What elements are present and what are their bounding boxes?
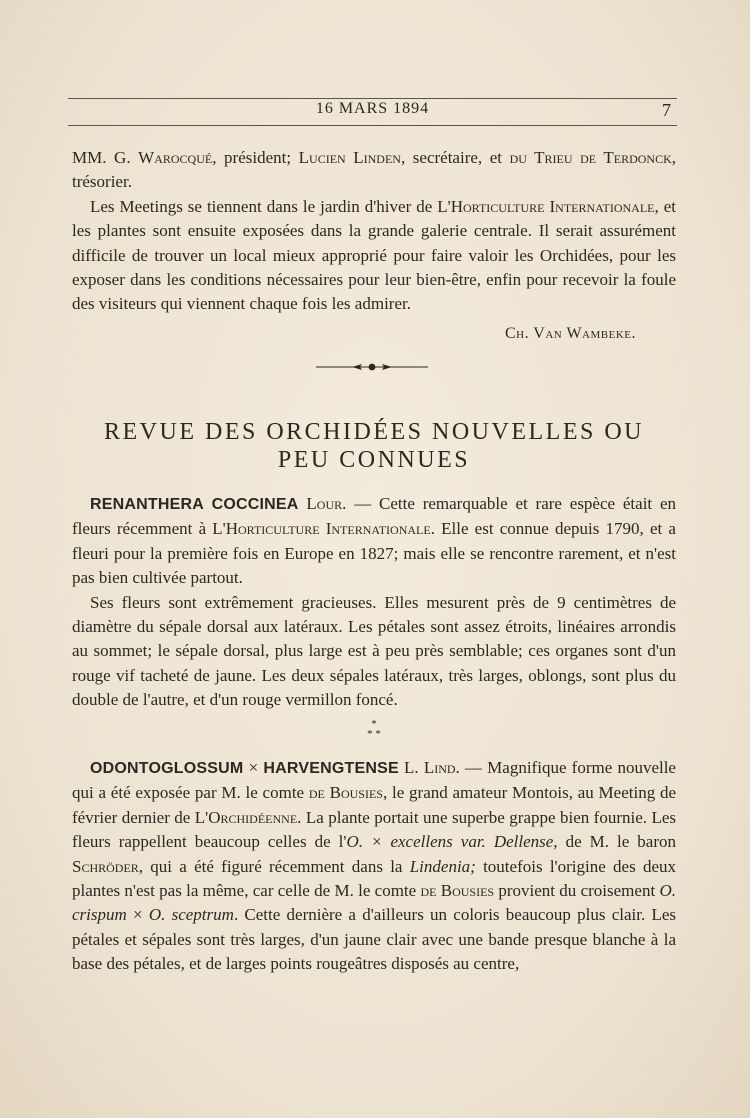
- text-run: , le grand amateur Montois, au Meeting de février dernier de: [72, 783, 677, 827]
- header-rule-bottom: [68, 125, 677, 126]
- person-name: Lucien Linden: [298, 148, 401, 167]
- hybrid-cross-sign: ×: [126, 905, 149, 925]
- hybrid-cross-sign: ×: [243, 758, 264, 777]
- italic-name: Lindenia;: [409, 856, 476, 876]
- entry-odontoglossum: [72, 756, 676, 977]
- intro-paragraph-2: [72, 195, 676, 317]
- person-name: Schröder: [72, 856, 139, 876]
- ornament-divider: [316, 360, 428, 374]
- text-run: — Magnifique forme nouvelle qui a été exposée par M. le comte: [72, 758, 676, 803]
- page-number: 7: [662, 100, 671, 120]
- intro-text: [72, 146, 676, 317]
- signature: Ch. Van Wambeke.: [504, 325, 636, 342]
- text-run: — Cette remarquable et rare espèce était en fleurs récemment à: [72, 494, 676, 539]
- species-author: L. Lind.: [404, 758, 460, 777]
- header-date: 16 MARS 1894: [315, 100, 430, 117]
- text-run: , et les plantes sont ensuite exposées dans la grande galerie centrale. Il serait assurément difficile de trouver un local mieux approprié pour faire valoir les Orchidées, pour les exposer dans les conditions nécessaires pour leur bien-être, enfin pour recevoir la foule des visiteurs qui viennent chaque fois les admirer.: [72, 196, 676, 314]
- section-title-line-1: REVUE DES ORCHIDÉES NOUVELLES OU: [104, 419, 644, 445]
- italic-name: O. crispum: [72, 881, 676, 925]
- person-name: Warocqué: [138, 148, 213, 167]
- italic-name: O. × excellens var. Dellense,: [346, 832, 558, 852]
- text-run: . Elle est connue depuis 1790, et a fleuri pour la première fois en Europe en 1827; mais elle se rencontre rarement, et n'est pas bien cultivée partout.: [72, 519, 676, 588]
- species-author: Lour.: [306, 494, 347, 513]
- text-run: toutefois l'origine des deux plantes n'est pas la même, car celle de M. le comte: [72, 856, 676, 901]
- intro-paragraph-1: [72, 146, 676, 195]
- entry1-paragraph-1: [72, 492, 676, 591]
- text-run: , président;: [212, 148, 299, 167]
- person-name: de Bousies: [420, 881, 495, 901]
- organization-name: L'Horticulture Internationale: [437, 196, 655, 216]
- text-run: , secrétaire, et: [400, 148, 510, 167]
- text-run: provient du croisement: [494, 881, 660, 901]
- asterism-divider: * * *: [367, 718, 381, 740]
- header-rule-top: [68, 98, 677, 99]
- text-run: . La plante portait une superbe grappe bien fournie. Les fleurs rappellent beaucoup celles de l': [72, 807, 676, 852]
- text-run: , qui a été figuré récemment dans la: [138, 856, 410, 876]
- section-title: [72, 418, 676, 474]
- text-run: , trésorier.: [72, 148, 676, 192]
- species-name: ODONTOGLOSSUM: [90, 760, 244, 777]
- text-run: Les Meetings se tiennent dans le jardin d'hiver de: [90, 196, 438, 216]
- text-run: de M. le baron: [557, 832, 677, 852]
- italic-name: O. sceptrum: [148, 905, 234, 925]
- section-title-line-2: PEU CONNUES: [277, 447, 471, 473]
- entry-renanthera: [72, 492, 676, 713]
- organization-name: L'Horticulture Internationale: [212, 519, 431, 539]
- organization-name: L'Orchidéenne: [194, 807, 298, 827]
- text-run: . Cette dernière a d'ailleurs un coloris beaucoup plus clair. Les pétales et sépales sont très larges, d'un jaune clair avec une bande presque blanche à la base des pétales, et de larges points rougeâtres disposés au centre,: [72, 905, 676, 974]
- person-name: du Trieu de Terdonck: [509, 148, 672, 167]
- entry1-paragraph-2: Ses fleurs sont extrêmement gracieuses. Elles mesurent près de 9 centimètres de diamètre du sépale dorsal aux latéraux. Les pétales sont assez étroits, linéaires arrondis au sommet; le sépale dorsal, plus large est à peu près semblable; ces organes sont d'un rouge vif tacheté de jaune. Les deux sépales latéraux, très larges, oblongs, sont plus du double de l'autre, et d'un rouge vermillon foncé.: [72, 592, 676, 710]
- entry2-paragraph: [72, 756, 676, 977]
- species-name: HARVENGTENSE: [263, 760, 399, 777]
- running-header: [68, 100, 677, 120]
- species-name: RENANTHERA COCCINEA: [90, 496, 299, 513]
- text-run: MM. G.: [72, 148, 139, 167]
- person-name: de Bousies: [308, 783, 383, 803]
